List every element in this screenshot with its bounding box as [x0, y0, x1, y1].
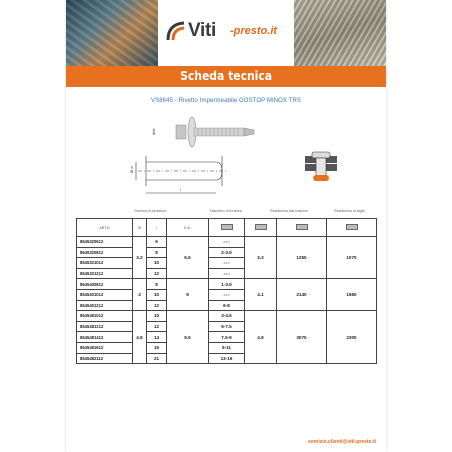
cell-code: 8645481212 — [77, 321, 133, 332]
logo-arc-icon — [166, 20, 186, 42]
cell-tensile: 3070 — [277, 311, 327, 364]
cell-code: 8645401212 — [77, 300, 133, 311]
cell-code: 8645481412 — [77, 332, 133, 343]
rivet-installed-detail — [304, 150, 338, 190]
cell-length: 14 — [147, 332, 167, 343]
cell-code: 8645481612 — [77, 342, 133, 353]
header-diameter: Ø — [133, 219, 147, 237]
table-row — [77, 311, 377, 322]
cell-length: 8 — [147, 279, 167, 290]
cell-code: 8645400812 — [77, 279, 133, 290]
header-tensile-icon — [277, 219, 327, 237]
rivet-technical-drawing — [76, 108, 306, 200]
cell-length: 10 — [147, 258, 167, 269]
product-title: VS8645 - Rivetto Impermeabile GOSTOP MINOX TRS — [151, 98, 301, 104]
cell-code: 8645482112 — [77, 353, 133, 364]
banner-title: Scheda tecnica — [180, 69, 272, 83]
cell-diameter: 3.2 — [133, 237, 147, 279]
cell-shear: 1070 — [327, 237, 377, 279]
cell-code: 8645321012 — [77, 258, 133, 269]
cell-dk: 9.5 — [167, 311, 209, 364]
header-photo-tools — [66, 0, 158, 66]
cell-hole: 3.3 — [245, 237, 277, 279]
cell-dk: 6.5 — [167, 237, 209, 279]
drawing-length-label: l — [180, 187, 181, 192]
cell-code: 8645320812 — [77, 247, 133, 258]
cell-code: 8645321212 — [77, 268, 133, 279]
rivet-photo — [176, 117, 254, 147]
legend-grip-range: Gamma di pinzatura — [134, 209, 167, 213]
cell-grip: 2-3.5 — [209, 247, 245, 258]
cell-grip: 6-8 — [209, 300, 245, 311]
cell-grip: 3-4.5 — [209, 311, 245, 322]
cell-length: 10 — [147, 289, 167, 300]
header-grip-icon — [209, 219, 245, 237]
brand-logo — [166, 18, 290, 50]
cell-grip: 0.5-3 — [209, 237, 245, 248]
cell-grip: 3.5-5 — [209, 289, 245, 300]
spec-table — [76, 218, 377, 364]
legend-shear: Resistenza al taglio — [334, 209, 366, 213]
rivet-section-drawing — [136, 156, 228, 193]
cell-length: 8 — [147, 247, 167, 258]
header-hole-icon — [245, 219, 277, 237]
cell-grip: 1-3.5 — [209, 279, 245, 290]
cell-grip: 3.5-5 — [209, 258, 245, 269]
drawing-head-diameter-label: dok — [151, 128, 156, 135]
table-row — [77, 237, 377, 248]
cell-length: 10 — [147, 311, 167, 322]
header — [66, 0, 386, 66]
cell-shear: 1560 — [327, 279, 377, 311]
table-row — [77, 279, 377, 290]
datasheet-page — [66, 0, 386, 452]
legend-row — [76, 205, 376, 219]
cell-tensile: 1250 — [277, 237, 327, 279]
logo-suffix-text: -presto.it — [230, 25, 278, 37]
header-dk: D.K. — [167, 219, 209, 237]
cell-hole: 4.9 — [245, 311, 277, 364]
logo-brand-text: Viti — [188, 20, 217, 41]
cell-length: 21 — [147, 353, 167, 364]
cell-dk: 8 — [167, 279, 209, 311]
cell-grip: 6-7.5 — [209, 321, 245, 332]
cell-grip: 4.5-9 — [209, 268, 245, 279]
header-code: ART.N — [77, 219, 133, 237]
cell-length: 6 — [147, 237, 167, 248]
legend-tensile: Resistenza alla trazione — [270, 209, 309, 213]
cell-length: 12 — [147, 268, 167, 279]
cell-grip: 13-16 — [209, 353, 245, 364]
table-header-row — [77, 219, 377, 237]
cell-diameter: 4.8 — [133, 311, 147, 364]
drawing-diameter-label: Ø d — [129, 166, 134, 173]
header-photo-screws — [294, 0, 386, 66]
cell-length: 12 — [147, 321, 167, 332]
legend-hole-diameter: Diametro di foratura — [210, 209, 242, 213]
cell-length: 12 — [147, 300, 167, 311]
cell-grip: 7.5-9 — [209, 332, 245, 343]
cell-grip: 9-11 — [209, 342, 245, 353]
cell-diameter: 4 — [133, 279, 147, 311]
header-shear-icon — [327, 219, 377, 237]
cell-tensile: 2140 — [277, 279, 327, 311]
cell-length: 16 — [147, 342, 167, 353]
cell-hole: 4.1 — [245, 279, 277, 311]
header-length: l — [147, 219, 167, 237]
cell-shear: 2300 — [327, 311, 377, 364]
title-band — [66, 66, 386, 87]
footer-email-link[interactable]: servizio.clienti@viti-presto.it — [308, 439, 376, 445]
cell-code: 8645401012 — [77, 289, 133, 300]
cell-code: 8645320612 — [77, 237, 133, 248]
cell-code: 8645481012 — [77, 311, 133, 322]
